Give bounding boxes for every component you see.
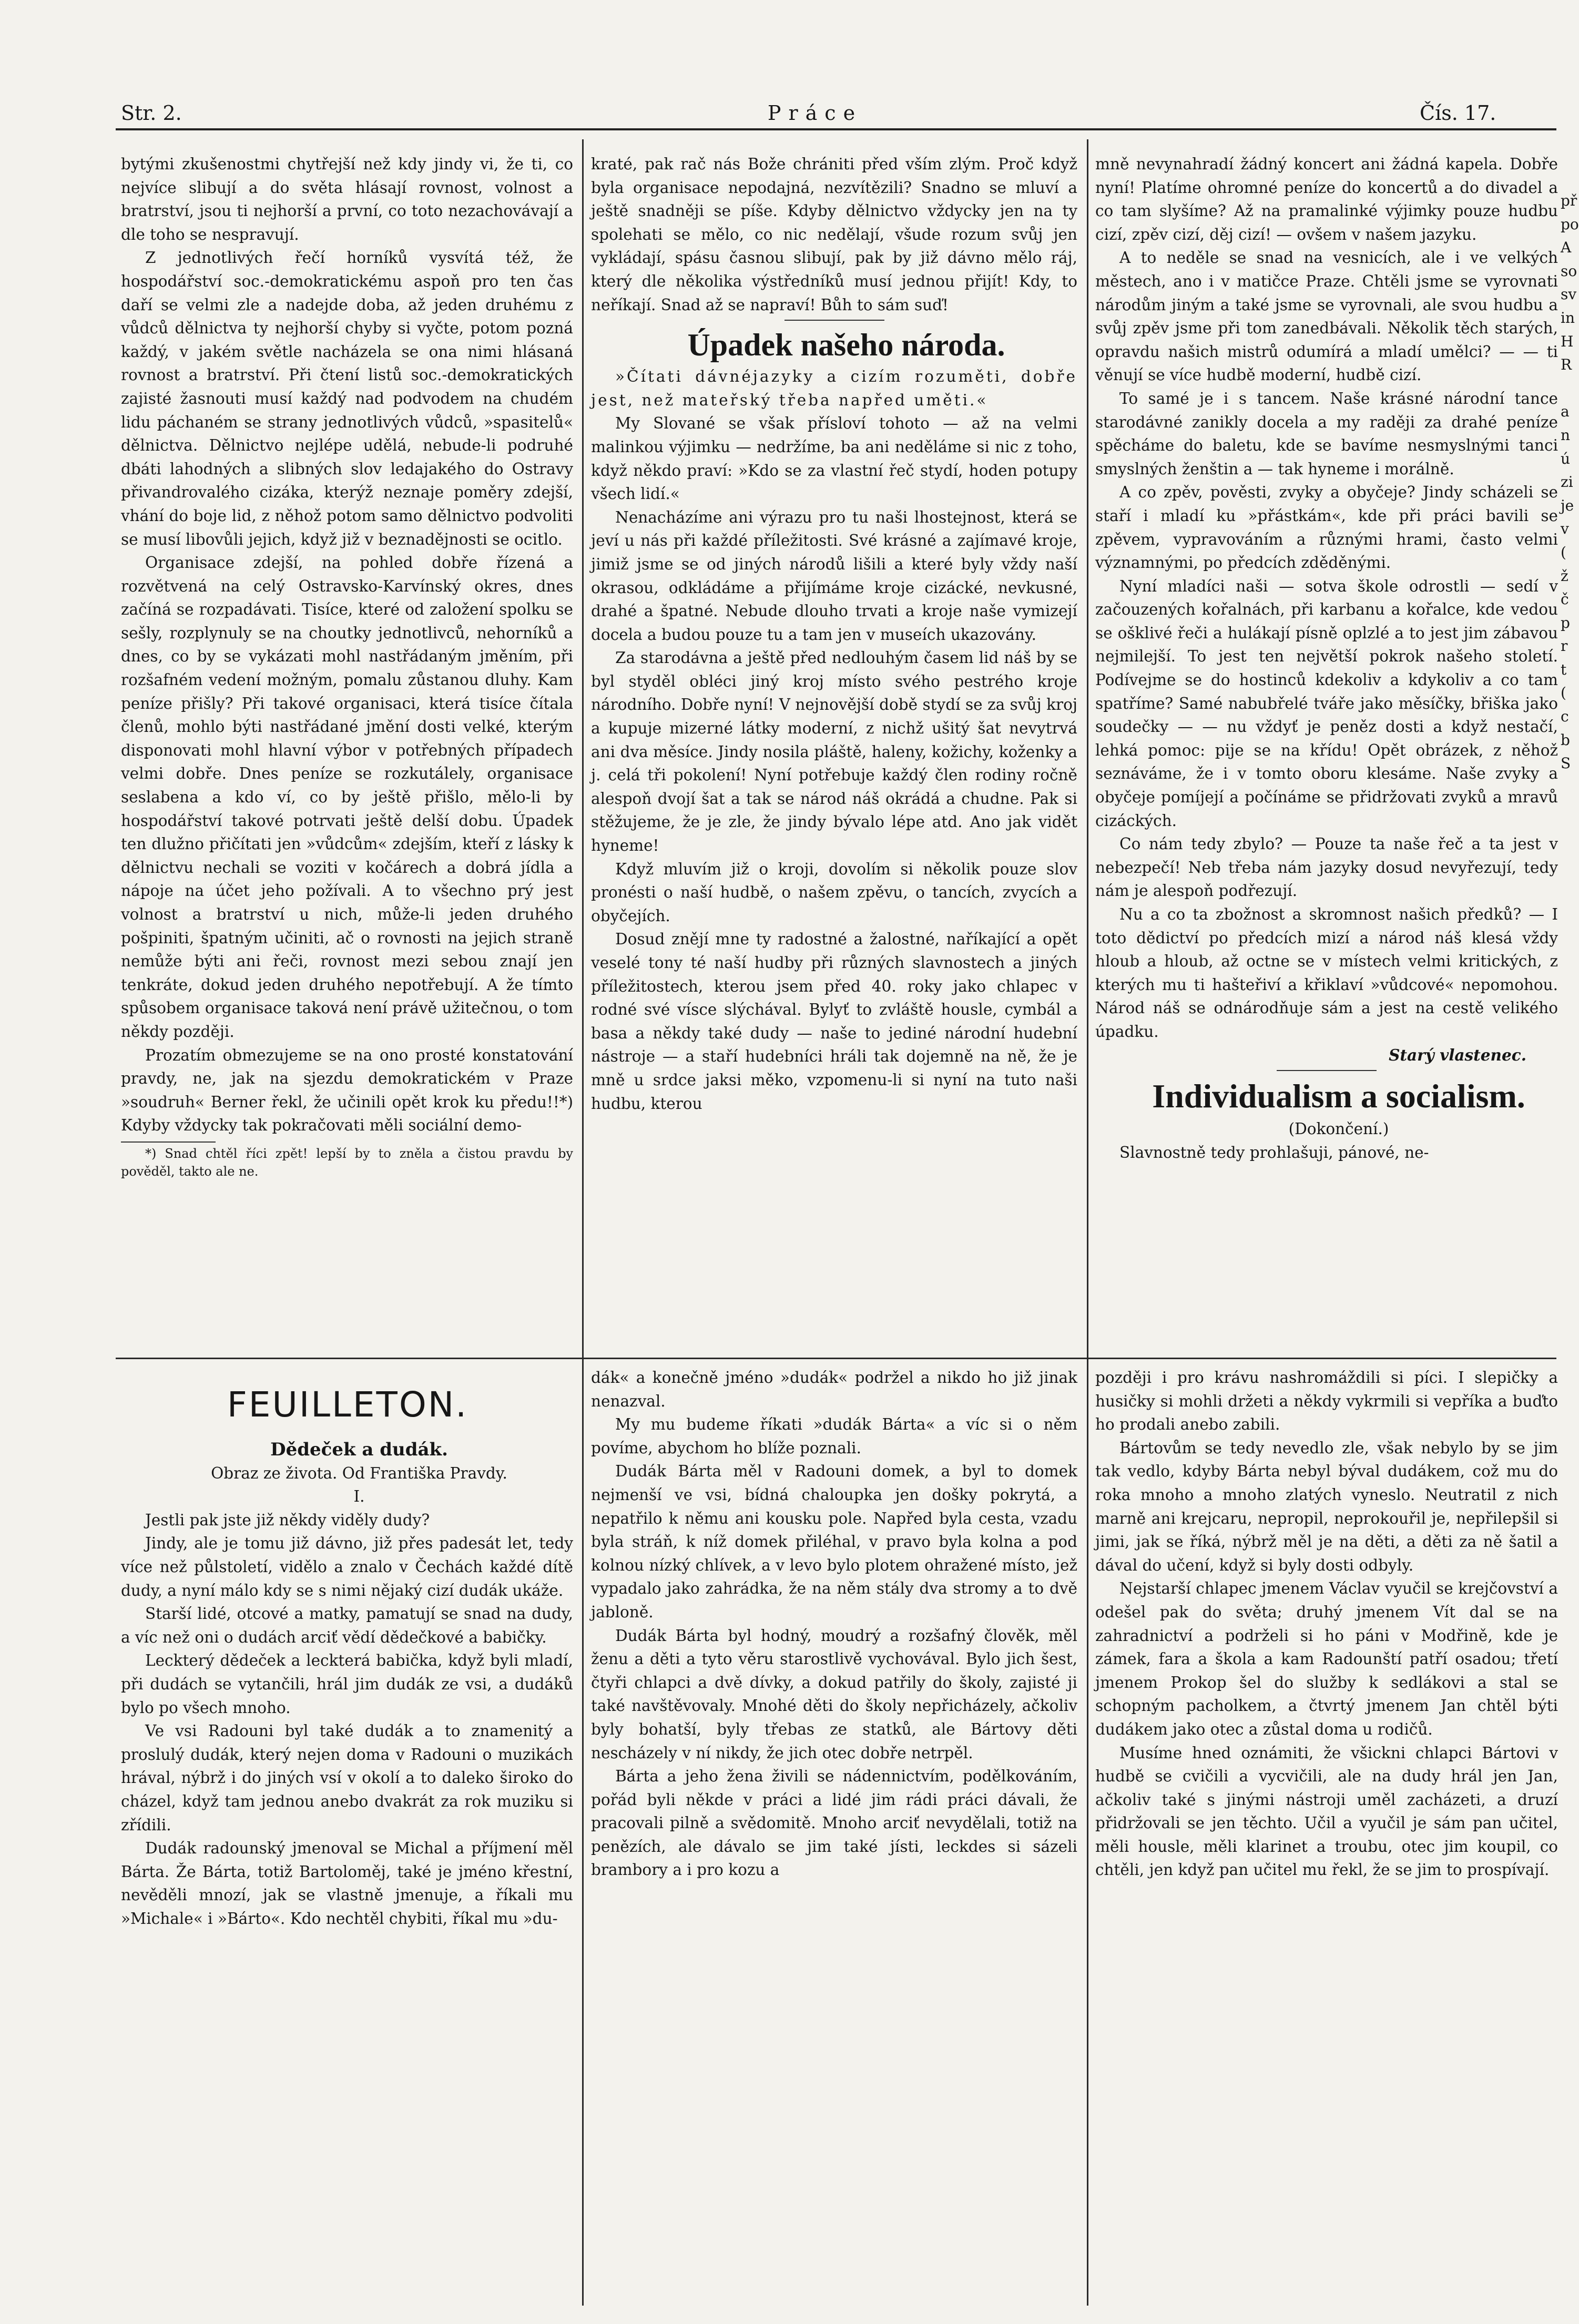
page-number: Str. 2. xyxy=(121,101,182,125)
edge-fragment: a xyxy=(1561,403,1570,421)
paragraph: bytými zkušenostmi chytřejší než kdy jindy vi, že ti, co nejvíce slibují a do světa hlásají rovnost, volnost a bratrství, jsou ti nejhorší a první, co toto nezachovávají a dle toho se nespravují. xyxy=(121,155,573,243)
edge-fragment: b xyxy=(1561,731,1570,749)
paragraph: Ve vsi Radouni byl také dudák a to znamenitý a proslulý dudák, který nejen doma v Radouni o muzikách hrával, nýbrž i do jiných vsí v okolí a to daleko široko do cházel, když tam jednou anebo dvakrát za rok muziku si zřídili. xyxy=(121,1722,573,1834)
paragraph: Za starodávna a ještě před nedlouhým časem lid náš by se byl styděl obléci jiný kroj místo svého pestrého kroje národního. Dobře nyní! V nejnovější době stydí se za svůj kroj a kupuje mizerné látky moderní, z nichž ušitý šat nevytrvá ani dva měsíce. Jindy nosila pláště, haleny, kožichy, koženky a j. celá tři pokolení! Nyní potřebuje každý člen rodiny ročně alespoň dvojí šat a tak se národ náš okrádá a chudne. Pak si stěžujeme, že je zle, že jindy bývalo lépe atd. Ano jak vidět hyneme! xyxy=(591,649,1077,855)
paragraph: Nu a co ta zbožnost a skromnost našich předků? — I toto dědictví po předcích mizí a národ náš klesá vždy hloub a hloub, až octne se v místech velmi kritických, z kterých mu ti hašteřiví a křiklaví »vůdcové« nepomohou. Národ náš se odnárodňuje sám a jest na cestě velikého úpadku. xyxy=(1095,905,1558,1041)
paragraph: dák« a konečně jméno »dudák« podržel a nikdo ho již jinak nenazval. xyxy=(591,1369,1077,1410)
paragraph: Co nám tedy zbylo? — Pouze ta naše řeč a ta jest v nebezpečí! Neb třeba nám jazyky dosud nevyřezují, tedy nám je alespoň podřezují. xyxy=(1095,835,1558,900)
paragraph: mně nevynahradí žádný koncert ani žádná kapela. Dobře nyní! Platíme ohromné peníze do koncertů a do divadel a co tam slyšíme? Až na pramalinké výjimky pouze hudbu cizí, zpěv cizí, děj cizí! — ovšem v našem jazyku. xyxy=(1095,155,1558,243)
adjacent-page-edge xyxy=(1561,189,1579,776)
author-signature: Starý vlastenec. xyxy=(1389,1045,1526,1064)
article-politics xyxy=(121,152,573,1137)
edge-fragment: ž xyxy=(1561,567,1568,585)
paragraph: Nejstarší chlapec jmenem Václav vyučil se krejčovství a odešel pak do světa; druhý jmenem Vít dal se na zahradnictví a podrželi si ho páni v Modřině, kde je zámek, fara a škola a kam Radounští patří osadou; třetí jmenem Prokop šel do služby k sedlákovi a stal se schopným pacholkem, a čtvrtý jmenem Jan chtěl býti dudákem jako otec a zůstal doma u rodičů. xyxy=(1095,1579,1558,1738)
paragraph: Když mluvím již o kroji, dovolím si několik pouze slov pronésti o naší hudbě, o našem zpěvu, o tancích, zvycích a obyčejích. xyxy=(591,860,1077,925)
paragraph: Nenacházíme ani výrazu pro tu naši lhostejnost, která se jeví u nás při každé příležitosti. Své krásné a zajímavé kroje, jimiž jsme se od jiných národů lišili a které byly vždy naší okrasou, odkládáme a přijímáme kroje cizácké, nevkusné, drahé a špatné. Nebude dlouho trvati a kroje naše vymizejí docela a budou pouze tu a tam jen v museích ukazovány. xyxy=(591,508,1077,644)
edge-fragment: R xyxy=(1561,356,1572,374)
column-2-bottom xyxy=(591,1366,1077,2306)
edge-fragment: př xyxy=(1561,192,1577,209)
paragraph: Jestli pak jste již někdy viděly dudy? xyxy=(145,1511,430,1529)
article-title-individualism: Individualism a socialism. xyxy=(1152,1077,1525,1115)
paragraph: Dudák Bárta měl v Radouni domek, a byl to domek nejmenší ve vsi, bídná chaloupka jen došky pokrytá, a nepatřilo k němu ani kousku pole. Napřed byla cesta, vzadu byla stráň, k níž domek přiléhal, v pravo byla kolna a pod kolnou nízký chlívek, a v levo bylo plotem ohražené místo, jež vypadalo jako zahrádka, že na něm stály dva stromy a to dvě jabloně. xyxy=(591,1462,1077,1621)
footnote: *) Snad chtěl říci zpět! lepší by to zněla a čistou pravdu by pověděl, takto ale ne. xyxy=(121,1146,573,1179)
edge-fragment: v xyxy=(1561,520,1569,538)
paragraph: My Slované se však přísloví tohoto — až na velmi malinkou výjimku — nedržíme, ba ani neděláme si nic z toho, když někdo praví: »Kdo se za vlastní řeč stydí, hoden potupy všech lidí.« xyxy=(591,414,1077,503)
paragraph: Musíme hned oznámiti, že všickni chlapci Bártovi v hudbě se cvičili a vycvičili, ale na dudy hrál jen Jan, ačkoliv také s jinými nástroji uměl zacházeti, a druzí přidržovali se jen těchto. Učil a vyučil je sám pan učitel, měli housle, měli klarinet a troubu, otec jim koupil, co chtěli, jen když pan učitel mu řekl, že se jim to prospívají. xyxy=(1095,1744,1558,1879)
edge-fragment xyxy=(1561,377,1573,401)
paragraph: Slavnostně tedy prohlašuji, pánové, ne- xyxy=(1119,1143,1429,1161)
edge-fragment: A xyxy=(1561,239,1572,257)
story-title: Dědeček a dudák. xyxy=(270,1439,448,1460)
edge-fragment: p xyxy=(1561,614,1570,631)
story-subtitle: Obraz ze života. Od Františka Pravdy. xyxy=(211,1464,507,1482)
paragraph: Bártovům se tedy nevedlo zle, však nebylo by se jim tak vedlo, kdyby Bárta nebyl býval dudákem, což mu do roka mnoho a mnoho zlatých vyneslo. Neutratil z nich marně ani krejcaru, nepropil, neprokouřil je, nepřilepšil si jimi, jak se říká, nýbrž měl je na děti, a děti za ně šatil a dával do učení, když si byly dosti odbyly. xyxy=(1095,1439,1558,1574)
column-rule-left xyxy=(582,139,584,2306)
edge-fragment: r xyxy=(1561,637,1568,655)
paragraph: Dosud znějí mne ty radostné a žalostné, naříkající a opět veselé tony té naší hudby při různých slavnostech a jiných příležitostech, kterou jsem před 40. roky jako chlapec v rodné své vísce slýchával. Bylyť to zvláště housle, cymbál a basa a někdy také dudy — naše to jediné národní hudební nástroje — a staří hudebníci hráli tak dojemně na ně, že je mně u srdce jaksi měko, vzpomenu-li si nyní na tuto naši hudbu, kterou xyxy=(591,930,1077,1113)
edge-fragment: ú xyxy=(1561,450,1571,467)
column-3-top xyxy=(1095,152,1558,1354)
paragraph: Leckterý dědeček a leckterá babička, když byli mladí, při dudách se vytančili, hrál jim dudák ze vsi, a dudáků bylo po všech mnoho. xyxy=(121,1652,573,1717)
paragraph: Nyní mladíci naši — sotva škole odrostli — sedí v začouzených kořalnách, při karbanu a kořalce, kde vedou se ošklivé řeči a hulákají písně oplzlé a to jest jim zábavou nejmilejší. To jest ten největší pokrok našeho století. Podívejme se do hostinců kdekoliv a kdykoliv a co tam spatříme? Samé nabubřelé tváře jako měsíčky, břiška jako soudečky — — nu vždyť je peněz dosti a když nestačí, lehká pomoc: pije se na křídu! Opět obrázek, z něhož seznáváme, že i v tomto oboru klesáme. Naše zvyky a obyčeje pomíjejí a počínáme se přidržovati zvyků a mravů cizáckých. xyxy=(1095,577,1558,830)
edge-fragment: in xyxy=(1561,309,1575,327)
column-1-top xyxy=(121,152,573,1354)
edge-fragment: H xyxy=(1561,332,1574,350)
article-separator xyxy=(1277,1070,1377,1071)
paragraph: Z jednotlivých řečí horníků vysvítá též, že hospodářství soc.-demokratickému aspoň pro ten čas daří se velmi zle a nadejde doba, až jeden druhému z vůdců dělnictva ty nejhorší chyby si vyčte, potom pozná každý, v jakém světle nacházela se ona nimi hlásaná rovnost a bratrství. Při čtení listů soc.-demokratických zajisté žasnouti musí každý nad podvodem na chudém lidu páchaném se strany jednotlivých vůdců, »spasitelů« dělnictva. Dělnictvo nejlépe udělá, nebude-li podruhé dbáti lahodných a slibných slov ledajakého do Ostravy přivandrovalého cizáka, kterýž neznaje poměry zdejší, vhání do boje lid, z něhož potom samo dělnictvo podvoliti se musí libovůli jejich, když již v beznadějnosti se ocitlo. xyxy=(121,249,573,548)
paragraph: A co zpěv, pověsti, zvyky a obyčeje? Jindy scházeli se staří i mladí ku »přástkám«, kde při práci bavili se zpěvem, vypravováním a různými hrami, často velmi významnými, po předcích zděděnými. xyxy=(1095,483,1558,572)
continuation-note: (Dokončení.) xyxy=(1288,1120,1389,1138)
newspaper-name: Práce xyxy=(767,101,863,125)
column-3-bottom xyxy=(1095,1366,1558,2306)
paragraph: To samé je i s tancem. Naše krásné národní tance starodávné zanikly docela a my raději za drahé peníze spěcháme do baletu, kde se bavíme nesmyslnými tanci smyslných ženštin a — tak hyneme i morálně. xyxy=(1095,389,1558,478)
motto: »Čítati dávnéjazyky a cizím rozuměti, dobře jest, než mateřský třeba napřed uměti.« xyxy=(591,368,1077,409)
article-separator xyxy=(785,320,884,321)
chapter-number: I. xyxy=(353,1487,365,1506)
article-title-upadek: Úpadek našeho národa. xyxy=(687,328,1005,363)
paragraph: Organisace zdejší, na pohled dobře řízená a rozvětvená na celý Ostravsko-Karvínský okres, dnes začíná se rozpadávati. Tisíce, které od založení spolku se sešly, rozplynuly se na choutky jednotlivců, nehorníků a dnes, co by se vykázati mohl nastřádaným jměním, při rozšafném vedení možným, pomalu zůstanou dluhy. Kam peníze přišly? Při takové organisaci, která tisíce čítala členů, mohlo býti nastřádané jmění dosti velké, kterým disponovati mohl hlavní výbor v potřebných případech velmi dobře. Dnes peníze se rozkutálely, organisace seslabena a kdo ví, co by ještě přišlo, mělo-li by hospodářství takové potrvati ještě delší dobu. Úpadek ten dlužno přičítati jen »vůdcům« zdejším, kteří z lásky k dělnictvu nechali se voziti v kočárech a dobrá jídla a nápoje na účet jeho požívali. A to všechno prý jest volnost a bratrství u nich, může-li jeden druhého pošpiniti, špatným učiniti, ač o rovnosti na jejich straně nemůže býti ani řeči, rovnost mezi sebou znají jen tenkráte, dokud jeden druhého nepotřebují. A že tímto spůsobem organisace taková není právě užitečnou, o tom někdy později. xyxy=(121,554,573,1041)
paragraph: později i pro krávu nashromáždili si píci. I slepičky a husičky si mohli držeti a někdy vykrmili si vepříka a buďto ho prodali anebo zabili. xyxy=(1095,1369,1558,1434)
issue-number: Čís. 17. xyxy=(1420,101,1496,125)
edge-fragment: n xyxy=(1561,426,1571,444)
column-1-bottom xyxy=(121,1438,573,2306)
edge-fragment: so xyxy=(1561,262,1577,280)
paragraph: Dudák Bárta byl hodný, moudrý a rozšafný člověk, měl ženu a děti a tyto věru starostlivě vychovával. Bylo jich šest, čtyři chlapci a dvě dívky, a dokud patřily do školy, zajisté ji také navštěvovaly. Mnohé děti do školy nepřicházely, ačkoliv byly bohatší, byly třebas ze statků, ale Bártovy děti nescházely v ní nikdy, že jich otec dobře netrpěl. xyxy=(591,1626,1077,1762)
edge-fragment: č xyxy=(1561,590,1569,608)
paragraph: A to neděle se snad na vesnicích, ale i ve velkých městech, ano i v matičce Praze. Chtěli jsme se vyrovnati národům jiným a také jsme se vyrovnali, ale svou hudbu a svůj zpěv jsme při tom zanedbávali. Několik těch starých, opravdu našich mistrů odumírá a mladí umělci? — — ti věnují se více hudbě moderní, hudbě cizí. xyxy=(1095,249,1558,384)
paragraph: Bárta a jeho žena živili se nádennictvím, podělkováním, pořád byli někde v práci a lidé jim rádi práci dávali, že pracovali pilně a svědomitě. Mnoho arciť nevydělali, totiž na penězích, ale dávalo se jim také jísti, leckdes si sázeli brambory a i pro kozu a xyxy=(591,1767,1077,1879)
edge-fragment: S xyxy=(1561,755,1571,772)
paragraph: kraté, pak rač nás Bože chrániti před vším zlým. Proč když byla organisace nepodajná, nezvítězili? Snadno se mluví a ještě snadněji se píše. Kdyby dělnictvo vždycky jen na ty spolehati se mělo, co nic nedělají, všude rozum svůj jen vykládají, spásu časnou slibují, pak by již dávno mělo ráj, který dle několika výstředníků musí jednou přijít! Kdy, to neříkají. Snad až se napraví! Bůh to sám suď! xyxy=(591,155,1077,314)
paragraph: Starší lidé, otcové a matky, pamatují se snad na dudy, a víc než oni o dudách arciť vědí dědečkové a babičky. xyxy=(121,1605,573,1646)
footnote-rule xyxy=(121,1141,216,1143)
edge-fragment: zi xyxy=(1561,473,1573,491)
edge-fragment: c xyxy=(1561,708,1569,726)
edge-fragment: ( xyxy=(1561,684,1566,702)
edge-fragment: sv xyxy=(1561,286,1577,303)
edge-fragment: po xyxy=(1561,215,1579,233)
edge-fragment: t xyxy=(1561,660,1567,678)
paragraph: Prozatím obmezujeme se na ono prosté konstatování pravdy, ne, jak na sjezdu demokratickém v Praze »soudruh« Berner řekl, že učinili opět krok ku předu!!*) Kdyby vždycky tak pokračovati měli sociální demo- xyxy=(121,1046,573,1135)
feuilleton-divider xyxy=(116,1358,1556,1359)
edge-fragment: ( xyxy=(1561,543,1566,561)
paragraph: Dudák radounský jmenoval se Michal a příjmení měl Bárta. Že Bárta, totiž Bartoloměj, také je jméno křestní, nevěděli mnozí, jak se vlastně jmenuje, a říkali mu »Michale« i »Bárto«. Kdo nechtěl chybiti, říkal mu »du- xyxy=(121,1839,573,1928)
header-rule xyxy=(116,128,1556,130)
paragraph: My mu budeme říkati »dudák Bárta« a víc si o něm povíme, abychom ho blíže poznali. xyxy=(591,1415,1077,1457)
edge-fragment: je xyxy=(1561,496,1574,514)
column-2-top xyxy=(591,152,1077,1354)
paragraph: Jindy, ale je tomu již dávno, již přes padesát let, tedy více než půlstoletí, vidělo a znalo v Čechách každé dítě dudy, a nyní málo kdy se s nimi nějaký cizí dudák ukáže. xyxy=(121,1534,573,1599)
feuilleton-heading: FEUILLETON. xyxy=(227,1384,468,1425)
column-rule-right xyxy=(1087,139,1088,2306)
